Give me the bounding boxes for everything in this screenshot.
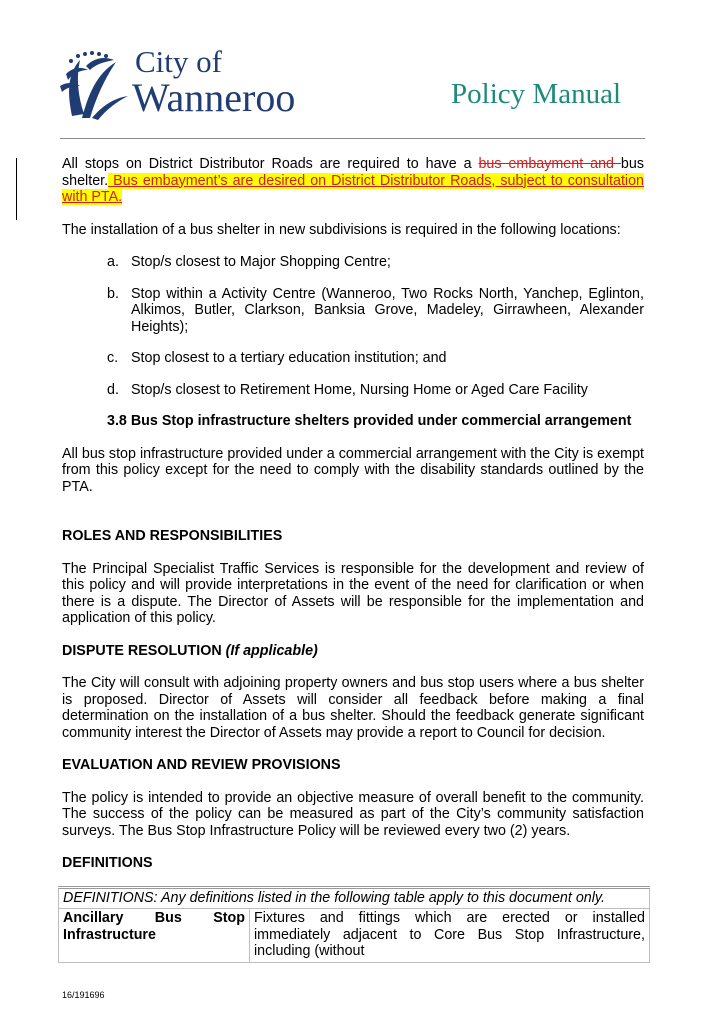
term-cell [59,909,250,963]
definitions-heading: DEFINITIONS [62,855,153,871]
dispute-heading [62,643,644,660]
list-marker: d. [107,381,119,398]
term-line-1: Ancillary Bus Stop [63,910,245,926]
list-text: Stop closest to a tertiary education institution; and [131,350,447,366]
table-row [59,909,650,963]
roles-heading: ROLES AND RESPONSIBILITIES [62,528,283,544]
evaluation-paragraph: The policy is intended to provide an objective measure of overall benefit to the community. The success of the policy can be measured as part of the City’s community satisfaction surveys. The Bus Stop Infrastructure Policy will be reviewed every two (2) years. [62,789,644,839]
list-marker: b. [107,285,119,302]
change-bar [16,158,17,220]
roles-paragraph: The Principal Specialist Traffic Services is responsible for the development and review of this policy and will provide interpretations in the event of the need for clarification or when there is a dispute. The Director of Assets will be responsible for the implementation and application of this policy. [62,560,644,626]
header-divider [60,138,645,139]
inserted-text: Bus embayment’s are desired on District Distributor Roads, subject to consultation with PTA. [62,172,644,205]
section-3-8-heading: 3.8 Bus Stop infrastructure shelters provided under commercial arrangement [107,413,632,429]
p1-start: All stops on District Distributor Roads are required to have a [62,156,479,172]
evaluation-heading: EVALUATION AND REVIEW PROVISIONS [62,757,341,773]
table-header-row [59,887,650,909]
logo-city-of: City of [135,44,222,79]
list-item [62,350,644,367]
installation-paragraph: The installation of a bus shelter in new subdivisions is required in the following locations: [62,221,621,238]
list-text: Stop within a Activity Centre (Wanneroo, Two Rocks North, Yanchep, Eglinton, Alkimos, Butler, Clarkson, Banksia Grove, Madeley, Girrawheen, Alexander Heights); [131,285,644,335]
list-text: Stop/s closest to Retirement Home, Nursing Home or Aged Care Facility [131,381,588,398]
policy-manual-title: Policy Manual [451,78,621,110]
term-line-2: Infrastructure [63,926,156,943]
deleted-text: bus embayment and [478,156,621,172]
list-text: Stop/s closest to Major Shopping Centre; [131,254,391,270]
table-header-cell: DEFINITIONS: Any definitions listed in the following table apply to this document only. [59,887,650,909]
list-item [62,286,644,336]
commercial-paragraph: All bus stop infrastructure provided under a commercial arrangement with the City is exempt from this policy except for the need to comply with the disability standards outlined by the PTA. [62,445,644,495]
list-marker: a. [107,254,119,270]
dispute-heading-text: DISPUTE RESOLUTION [62,642,226,659]
list-marker: c. [107,350,119,366]
embayment-paragraph [62,156,644,206]
logo-wanneroo: Wanneroo [132,75,296,120]
definition-cell: Fixtures and fittings which are erected or installed immediately adjacent to Core Bus Stop Infrastructure, including (without [250,909,650,963]
locations-list [62,254,644,398]
definitions-table [58,886,650,963]
list-item [62,382,644,399]
dispute-heading-italic: (If applicable) [225,642,318,659]
dispute-paragraph: The City will consult with adjoining property owners and bus stop users where a bus shelter is proposed. Director of Assets will consider all feedback before making a final determination on the installation of a bus shelter. Should the feedback generate significant community interest the Director of Assets may provide a report to Council for decision. [62,675,644,741]
list-item [62,254,644,271]
document-reference: 16/191696 [62,990,105,1000]
document-body [62,156,644,963]
p1-mid: bus shelter. [62,156,644,189]
